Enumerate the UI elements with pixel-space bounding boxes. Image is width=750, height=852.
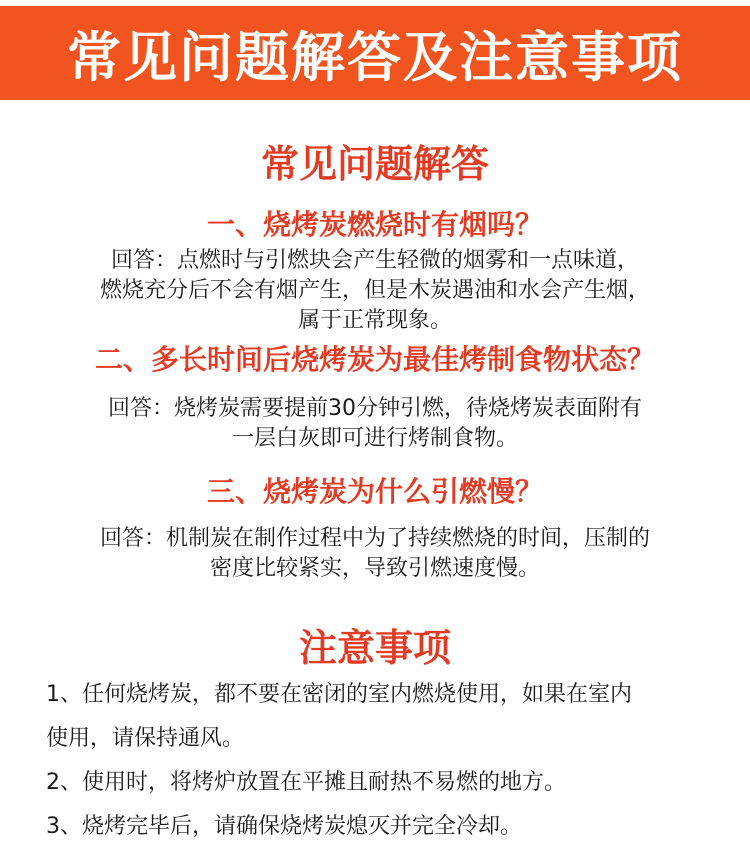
- faq-answer-1-line-1: 回答：点燃时与引燃块会产生轻微的烟雾和一点味道，: [110, 248, 639, 273]
- faq-heading: 常见问题解答: [260, 142, 489, 186]
- faq-question-2: 二、多长时间后烧烤炭为最佳烤制食物状态？: [94, 343, 655, 376]
- faq-answer-1-line-2: 燃烧充分后不会有烟产生，但是木炭遇油和水会产生烟，: [99, 278, 650, 303]
- faq-question-3: 三、烧烤炭为什么引燃慢？: [206, 475, 543, 508]
- notes-heading: 注意事项: [298, 626, 451, 670]
- faq-answer-2: [40, 394, 710, 454]
- faq-answer-3-line-2: 密度比较紧实，导致引燃速度慢。: [209, 556, 540, 581]
- faq-answer-1-line-3: 属于正常现象。: [297, 308, 452, 333]
- notes-list: [46, 673, 736, 849]
- faq-answer-3: [40, 524, 710, 584]
- note-line-2: 使用，请保持通风。: [46, 726, 245, 751]
- note-line-1: 1、任何烧烤炭，都不要在密闭的室内燃烧使用，如果在室内: [46, 682, 632, 707]
- note-line-4: 3、烧烤完毕后，请确保烧烤炭熄灭并完全冷却。: [46, 814, 522, 839]
- faq-answer-1: [40, 246, 710, 336]
- faq-answer-2-line-2: 一层白灰即可进行烤制食物。: [231, 426, 518, 451]
- faq-question-1: 一、烧烤炭燃烧时有烟吗？: [206, 208, 543, 241]
- banner-title: 常见问题解答及注意事项: [67, 25, 683, 89]
- title-banner: [0, 6, 750, 100]
- note-line-3: 2、使用时，将烤炉放置在平摊且耐热不易燃的地方。: [46, 770, 566, 795]
- faq-answer-2-line-1: 回答：烧烤炭需要提前30分钟引燃，待烧烤炭表面附有: [108, 396, 642, 421]
- faq-answer-3-line-1: 回答：机制炭在制作过程中为了持续燃烧的时间，压制的: [99, 526, 650, 551]
